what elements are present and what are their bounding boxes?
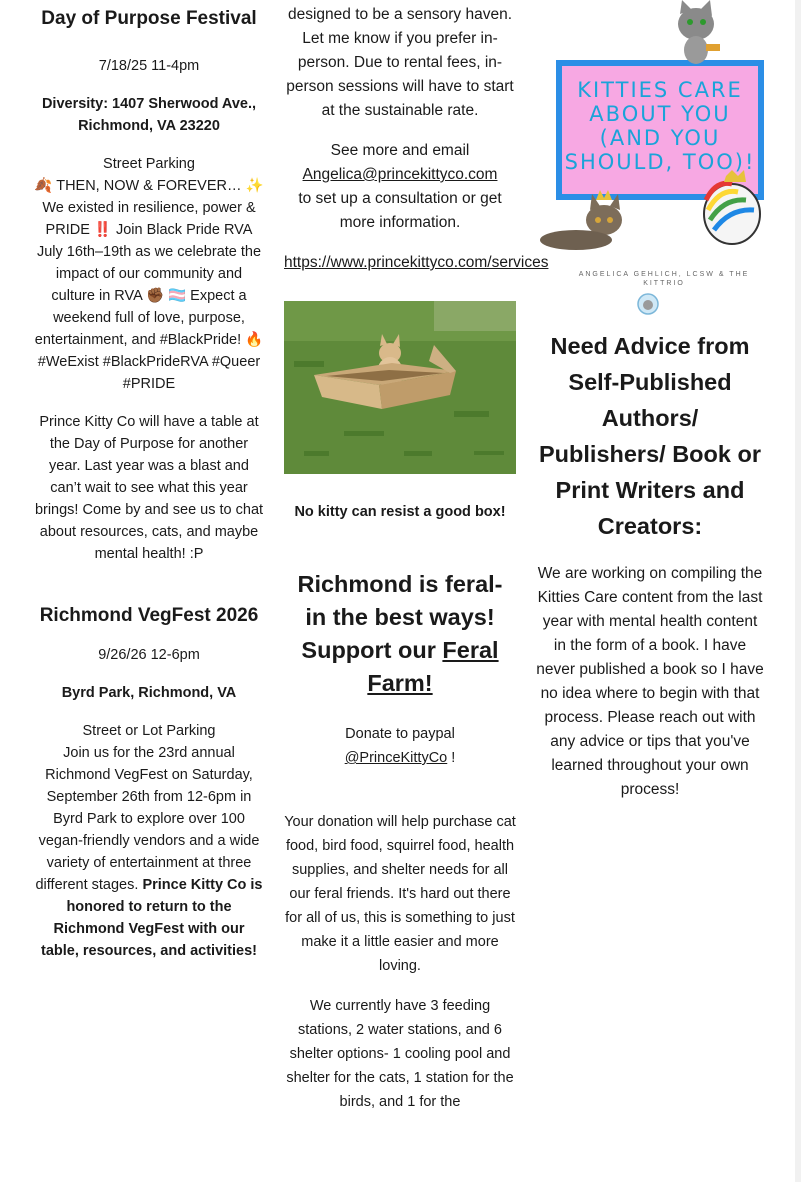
- event-parking: Street or Lot Parking: [82, 723, 216, 739]
- donate-paragraph: [284, 722, 516, 770]
- event-description: 🍂 THEN, NOW & FOREVER… ✨ We existed in resilience, power & PRIDE ‼️ Join Black Pride RVA July 16th–19th as we celebrate the impact of our community and culture in RVA ✊🏾 🏳️‍⚧️ Expect a weekend full of love, purpose, entertainment, and #BlackPride! 🔥 #WeExist #BlackPrideRVA #Queer #PRIDE: [34, 178, 264, 392]
- event-location: Byrd Park, Richmond, VA: [61, 685, 237, 701]
- photo-caption: No kitty can resist a good box!: [294, 504, 506, 520]
- event-date: 9/26/26 12-6pm: [98, 647, 200, 663]
- stations-description: We currently have 3 feeding stations, 2 water stations, and 6 shelter options- 1 cooling pool and shelter for the cats, 1 station for the birds, and 1 for the: [286, 998, 514, 1110]
- feral-farm-heading: [284, 568, 516, 700]
- paypal-suffix: !: [447, 750, 456, 766]
- services-column: [284, 0, 549, 1114]
- event-body: Join us for the 23rd annual Richmond VegFest on Saturday, September 26th from 12-6pm in Byrd Park to explore over 100 vegan-friendly vendors and a wide variety of entertainment at three different stages.: [35, 745, 260, 893]
- feral-farm-link[interactable]: Feral Farm!: [367, 637, 499, 696]
- advice-body: We are working on compiling the Kitties Care content from the last year with mental health content in the form of a book. I have never published a book so I have no idea where to begin with that process. Please reach out with any advice or tips that you've learned throughout your own process!: [536, 565, 764, 798]
- email-link[interactable]: Angelica@princekittyco.com: [302, 166, 498, 183]
- advice-column: [536, 0, 764, 802]
- donation-description: Your donation will help purchase cat food, bird food, squirrel food, health supplies, and shelter needs for all our feral friends. It's hard out there for all of us, this is something to just make it a little easier and more loving.: [284, 814, 516, 974]
- donate-text: Donate to paypal: [345, 726, 455, 742]
- poster-signature: ANGELICA GEHLICH, LCSW & THE KITTRIO: [578, 271, 750, 287]
- contact-text: [284, 139, 516, 235]
- event-note: Prince Kitty Co will have a table at the Day of Purpose for another year. Last year was a blast and can’t wait to see what this year brings! Come by and see us to chat about resources, cats, and maybe mental health! :P: [34, 414, 264, 562]
- rainbow-cat-icon: [696, 170, 764, 260]
- poster-slogan: KITTIES CARE ABOUT YOU (AND YOU SHOULD, TOO)!: [556, 60, 764, 200]
- events-column: [34, 0, 264, 962]
- logo-icon: [636, 292, 660, 316]
- consult-text: to set up a consultation or get more information.: [298, 190, 502, 231]
- advice-heading: Need Advice from Self-Published Authors/ Publishers/ Book or Print Writers and Creators:: [539, 333, 761, 539]
- event-description: [34, 742, 264, 962]
- event-location: Diversity: 1407 Sherwood Ave., Richmond, VA 23220: [41, 96, 257, 134]
- services-intro: designed to be a sensory haven. Let me know if you prefer in-person. Due to rental fees, in-person sessions will have to start at the sustainable rate.: [286, 6, 514, 119]
- cat-illustration-icon: [666, 0, 736, 70]
- crowned-cat-icon: [536, 190, 636, 260]
- event-title-day-of-purpose: Day of Purpose Festival: [41, 8, 257, 29]
- event-date: 7/18/25 11-4pm: [98, 58, 200, 74]
- event-title-vegfest: Richmond VegFest 2026: [39, 605, 259, 626]
- event-highlight: Prince Kitty Co is honored to return to the Richmond VegFest with our table, resources, and activities!: [41, 877, 263, 959]
- page-scrollbar[interactable]: [795, 0, 801, 1182]
- services-url-paragraph: [284, 251, 549, 275]
- event-parking: Street Parking: [103, 156, 195, 172]
- paypal-link[interactable]: @PrinceKittyCo: [344, 750, 448, 766]
- services-link[interactable]: https://www.princekittyco.com/services: [284, 254, 549, 271]
- feral-heading-text: Richmond is feral- in the best ways! Support our: [297, 571, 503, 663]
- cat-in-box-photo: [284, 301, 516, 474]
- see-more-text: See more and email: [330, 142, 470, 159]
- kitties-care-poster: [536, 0, 764, 320]
